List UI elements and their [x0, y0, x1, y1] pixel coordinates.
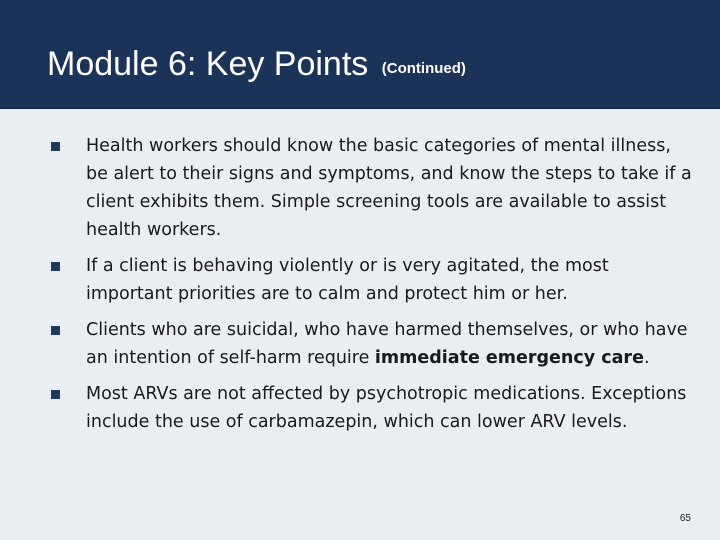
slide-title-suffix: (Continued) — [381, 60, 466, 77]
bullet-text — [86, 320, 688, 368]
bullet-item — [0, 316, 696, 372]
title-bar — [0, 0, 720, 109]
bullet-text: If a client is behaving violently or is very agitated, the most important priorities are to calm and protect him or her. — [86, 256, 609, 304]
bullet-text-before: Clients who are suicidal, who have harmed themselves, or who have an intention of self-harm require — [86, 320, 688, 368]
bullet-text: Most ARVs are not affected by psychotropic medications. Exceptions include the use of carbamazepin, which can lower ARV levels. — [86, 384, 687, 432]
slide-title-main: Module 6: Key Points — [47, 45, 369, 83]
bullet-text: Health workers should know the basic categories of mental illness, be alert to their signs and symptoms, and know the steps to take if a client exhibits them. Simple screening tools are available to assist health workers. — [86, 136, 692, 240]
square-bullet-icon — [51, 326, 60, 335]
square-bullet-icon — [51, 262, 60, 271]
square-bullet-icon — [51, 390, 60, 399]
bullet-item — [0, 380, 696, 436]
key-points-list — [0, 132, 720, 444]
bullet-text-after: . — [643, 348, 650, 368]
bullet-text-emphasis: immediate emergency care — [374, 348, 644, 368]
square-bullet-icon — [51, 142, 60, 151]
bullet-item — [0, 252, 696, 308]
slide-title — [47, 44, 466, 89]
page-number: 65 — [679, 513, 691, 524]
bullet-item — [0, 132, 696, 244]
